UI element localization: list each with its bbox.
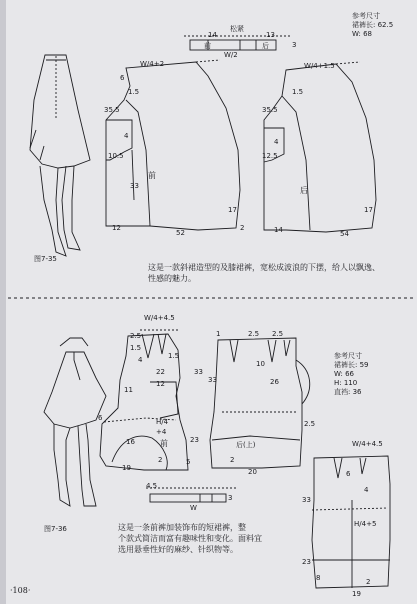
- small-v8: 8: [316, 574, 321, 582]
- bfront-v15: 1.5: [130, 344, 142, 352]
- front-v15: 1.5: [128, 88, 140, 96]
- reference-size-bottom: [334, 352, 369, 397]
- bfront-v23: 23: [190, 436, 199, 444]
- back-v4: 4: [274, 138, 279, 146]
- waistband-label-back: 后: [262, 42, 269, 50]
- front-v6: 6: [120, 74, 125, 82]
- back-v17: 17: [364, 206, 373, 214]
- back-piece-bottom: [210, 338, 310, 468]
- bfront-v11: 11: [124, 386, 133, 394]
- bfront-v16: 16: [126, 438, 135, 446]
- waistband-measure-3: 3: [292, 41, 297, 49]
- small-v6: 6: [346, 470, 351, 478]
- back-v355: 35.5: [262, 106, 278, 114]
- reference-waist: W: 66: [334, 370, 355, 378]
- small-w4: W/4+4.5: [352, 440, 383, 448]
- bfront-center-label: 前: [160, 439, 168, 448]
- figure-bottom-illustration: [44, 338, 106, 506]
- back-v14: 14: [274, 226, 283, 234]
- bfront-v5: 5: [186, 458, 191, 466]
- reference-hip: H: 110: [334, 379, 358, 387]
- waistband-title: 松紧: [230, 25, 244, 33]
- small-piece-bottom: [312, 456, 390, 588]
- back-v125: 12.5: [262, 152, 278, 160]
- front-v105: 10.5: [108, 152, 124, 160]
- caption-bottom-line1: 这是一条前裤加装饰布的短裙裤，整: [118, 523, 246, 532]
- figure-label-7-36: 图7-36: [44, 525, 67, 533]
- bfront-v33: 33: [194, 368, 203, 376]
- front-v355: 35.5: [104, 106, 120, 114]
- back-piece-top: [264, 62, 376, 232]
- figure-label-7-35: 图7-35: [34, 255, 57, 263]
- bback-v25c: 2.5: [304, 420, 316, 428]
- reference-title: 参考尺寸: [352, 12, 380, 20]
- figure-top-illustration: [30, 55, 90, 256]
- bback-v33: 33: [208, 376, 217, 384]
- reference-crotch: 直裆: 36: [334, 388, 362, 396]
- front-w4: W/4+2: [140, 60, 165, 68]
- front-piece-bottom: [100, 330, 191, 470]
- bfront-v6: 6: [98, 414, 103, 422]
- small-h4: H/4+5: [354, 520, 377, 528]
- caption-top-line1: 这是一款斜裙造型的及膝裙裤，宽松成波浪的下摆，给人以飘逸、: [148, 263, 380, 272]
- waistband-label-front: 前: [204, 42, 211, 50]
- small-v33: 33: [302, 496, 311, 504]
- front-center-label: 前: [148, 171, 156, 180]
- front-piece-top: [106, 60, 240, 230]
- bfront-v4: 4: [138, 356, 143, 364]
- bfront-v12: 12: [156, 380, 165, 388]
- reference-size-top: [352, 12, 393, 39]
- small-v2: 2: [366, 578, 371, 586]
- caption-bottom-line3: 选用悬垂性好的麻纱、针织物等。: [118, 545, 238, 554]
- bback-v25b: 2.5: [272, 330, 284, 338]
- waistband-measure-14: 14: [208, 31, 217, 39]
- front-v4: 4: [124, 132, 129, 140]
- small-v19: 19: [352, 590, 361, 598]
- bfront-w4: W/4+4.5: [144, 314, 175, 322]
- bfront-v25: 2.5: [130, 332, 142, 340]
- bback-v25a: 2.5: [248, 330, 260, 338]
- front-v52: 52: [176, 229, 185, 237]
- bfront-v22: 22: [156, 368, 165, 376]
- bback-center-label: 后(上): [236, 441, 256, 449]
- caption-top-line2: 性感的魅力。: [148, 274, 196, 283]
- front-v12: 12: [112, 224, 121, 232]
- bback-v26: 26: [270, 378, 279, 386]
- reference-title: 参考尺寸: [334, 352, 362, 360]
- bback-v2: 2: [230, 456, 235, 464]
- waistband-measure-13: 13: [266, 31, 275, 39]
- bwaistband-3: 3: [228, 494, 233, 502]
- bfront-h4b: +4: [156, 428, 167, 436]
- bfront-h4: H/4: [156, 418, 169, 426]
- waistband-measure-w2: W/2: [224, 51, 238, 59]
- small-v4: 4: [364, 486, 369, 494]
- caption-bottom: [118, 522, 300, 555]
- caption-bottom-line2: 个款式简洁而富有趣味性和变化。面料宜: [118, 534, 262, 543]
- reference-skirt-length: 裙裤长: 62.5: [352, 21, 394, 29]
- reference-length: 裙裤长: 59: [334, 361, 369, 369]
- bback-v20: 20: [248, 468, 257, 476]
- reference-waist: W: 68: [352, 30, 373, 38]
- bwaistband-w: W: [190, 504, 197, 512]
- bback-v1: 1: [216, 330, 221, 338]
- bfront-v19: 19: [122, 464, 131, 472]
- front-v33: 33: [130, 182, 139, 190]
- small-v23: 23: [302, 558, 311, 566]
- bfront-v2: 2: [158, 456, 163, 464]
- bback-v10: 10: [256, 360, 265, 368]
- caption-top: [148, 262, 410, 284]
- back-v54: 54: [340, 230, 349, 238]
- front-v17: 17: [228, 206, 237, 214]
- bwaistband-45: 4.5: [146, 482, 158, 490]
- back-v15: 1.5: [292, 88, 304, 96]
- front-v2: 2: [240, 224, 245, 232]
- page-number: ·108·: [10, 586, 31, 595]
- back-center-label: 后: [300, 186, 308, 195]
- bfront-v15b: 1.5: [168, 352, 180, 360]
- back-w4: W/4+1.5: [304, 62, 335, 70]
- waistband-bottom: [146, 488, 236, 502]
